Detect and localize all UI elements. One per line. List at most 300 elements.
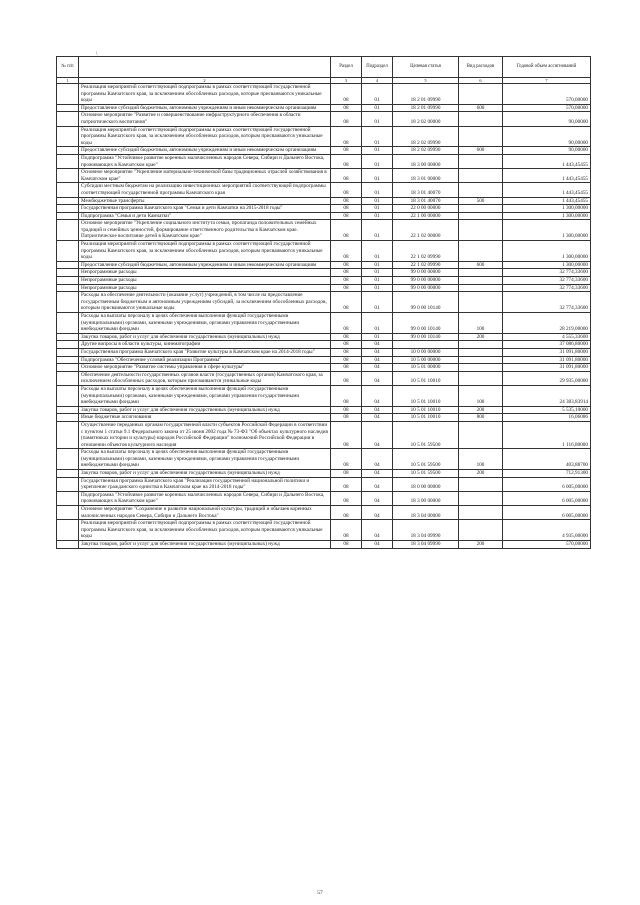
cell-target: 99 0 00 00000	[393, 284, 459, 292]
cell-vid	[459, 212, 503, 220]
cell-subsection: 04	[362, 356, 393, 364]
cell-vid	[459, 241, 503, 262]
column-number: 2	[79, 78, 331, 84]
cell-name: Предоставление субсидий бюджетным, автономным учреждениям и иным некоммерческим организациям	[79, 104, 331, 112]
table-row	[57, 112, 591, 126]
table-row	[57, 477, 591, 491]
cell-target: 99 0 00 00000	[393, 277, 459, 285]
cell-subsection: 01	[362, 112, 393, 126]
cell-vid	[459, 371, 503, 385]
cell-section: 08	[331, 147, 362, 155]
cell-amount: 90,00000	[503, 147, 591, 155]
cell-subsection: 04	[362, 341, 393, 349]
cell-number	[57, 348, 79, 356]
cell-subsection: 01	[362, 333, 393, 341]
cell-name: Закупка товаров, работ и услуг для обеспечения государственных (муниципальных) нужд	[79, 333, 331, 341]
cell-number	[57, 364, 79, 372]
cell-vid	[459, 341, 503, 349]
cell-amount: 5 535,10000	[503, 406, 591, 414]
cell-subsection: 01	[362, 269, 393, 277]
page-number: 57	[317, 890, 323, 896]
cell-section: 08	[331, 364, 362, 372]
table-row	[57, 313, 591, 334]
cell-section: 08	[331, 421, 362, 448]
cell-subsection: 01	[362, 241, 393, 262]
cell-section: 08	[331, 520, 362, 541]
cell-vid	[459, 269, 503, 277]
cell-amount: 32 774,33600	[503, 269, 591, 277]
cell-vid: 600	[459, 147, 503, 155]
column-number: 4	[362, 78, 393, 84]
cell-target: 99 0 00 10140	[393, 333, 459, 341]
cell-amount: 31 091,80000	[503, 356, 591, 364]
cell-section: 08	[331, 169, 362, 183]
cell-amount: 570,00000	[503, 84, 591, 105]
cell-amount: 90,00000	[503, 112, 591, 126]
cell-name: Реализация мероприятий соответствующей подпрограммы в рамках соответствующей государственной программы Камчатского края, за исключением обособленных расходов, которым присваиваются уникальные коды	[79, 126, 331, 147]
table-row	[57, 333, 591, 341]
cell-number	[57, 205, 79, 213]
cell-subsection: 01	[362, 292, 393, 313]
cell-target: 22 0 00 00000	[393, 205, 459, 213]
cell-vid	[459, 491, 503, 505]
cell-target: 18 2 01 09990	[393, 84, 459, 105]
cell-number	[57, 261, 79, 269]
cell-name: Межбюджетные трансферты	[79, 197, 331, 205]
cell-subsection: 04	[362, 364, 393, 372]
header-name	[79, 57, 331, 78]
cell-subsection: 01	[362, 104, 393, 112]
cell-name: Реализация мероприятий соответствующей подпрограммы в рамках соответствующей государственной программы Камчатского края, за исключением обособленных расходов, которым присваиваются уникальные коды	[79, 520, 331, 541]
cell-amount: 31 091,80000	[503, 348, 591, 356]
table-row	[57, 261, 591, 269]
cell-section: 08	[331, 241, 362, 262]
cell-section: 08	[331, 112, 362, 126]
cell-target: 10 5 01 10010	[393, 385, 459, 406]
cell-vid	[459, 169, 503, 183]
cell-name: Непрограммные расходы	[79, 277, 331, 285]
cell-subsection: 01	[362, 261, 393, 269]
cell-section: 08	[331, 197, 362, 205]
table-row	[57, 449, 591, 470]
cell-amount: 570,00000	[503, 104, 591, 112]
cell-name: Непрограммные расходы	[79, 284, 331, 292]
cell-number	[57, 284, 79, 292]
cell-vid: 800	[459, 414, 503, 422]
cell-vid	[459, 506, 503, 520]
cell-amount: 1 116,80000	[503, 421, 591, 448]
cell-name: Расходы на выплаты персоналу в целях обеспечения выполнения функций государственными (муниципальными) органами, казенными учреждениями, органами управления государственными внебюджетными фондами	[79, 449, 331, 470]
table-row	[57, 284, 591, 292]
cell-vid: 200	[459, 541, 503, 549]
cell-subsection: 04	[362, 491, 393, 505]
header-target: Целевая статья	[393, 57, 459, 78]
cell-number	[57, 449, 79, 470]
cell-subsection: 04	[362, 506, 393, 520]
column-number: 6	[459, 78, 503, 84]
cell-name: Предоставление субсидий бюджетным, автономным учреждениям и иным некоммерческим организациям	[79, 261, 331, 269]
cell-target: 18 0 00 00000	[393, 477, 459, 491]
cell-subsection: 04	[362, 477, 393, 491]
cell-target: 99 0 00 10140	[393, 292, 459, 313]
cell-name: Закупка товаров, работ и услуг для обеспечения государственных (муниципальных) нужд	[79, 470, 331, 478]
cell-amount: 24 383,83914	[503, 385, 591, 406]
cell-amount: 16,06086	[503, 414, 591, 422]
cell-amount: 570,00000	[503, 541, 591, 549]
table-row	[57, 385, 591, 406]
budget-table	[56, 56, 591, 549]
cell-target: 22 1 00 00000	[393, 212, 459, 220]
cell-section: 08	[331, 341, 362, 349]
cell-target	[393, 341, 459, 349]
cell-section: 08	[331, 104, 362, 112]
cell-section: 08	[331, 313, 362, 334]
table-row	[57, 104, 591, 112]
cell-section: 08	[331, 491, 362, 505]
cell-number	[57, 406, 79, 414]
cell-number	[57, 470, 79, 478]
cell-section: 08	[331, 385, 362, 406]
cell-vid	[459, 84, 503, 105]
cell-vid	[459, 348, 503, 356]
cell-section: 08	[331, 154, 362, 168]
column-number: 7	[503, 78, 591, 84]
table-body	[57, 84, 591, 549]
cell-amount: 28 219,00000	[503, 313, 591, 334]
cell-number	[57, 126, 79, 147]
cell-target: 10 5 00 00000	[393, 356, 459, 364]
cell-target: 10 0 00 00000	[393, 348, 459, 356]
cell-section: 08	[331, 449, 362, 470]
cell-vid	[459, 356, 503, 364]
cell-amount: 1 300,00000	[503, 261, 591, 269]
cell-name: Закупка товаров, работ и услуг для обеспечения государственных (муниципальных) нужд	[79, 541, 331, 549]
table-row	[57, 292, 591, 313]
cell-subsection: 01	[362, 183, 393, 197]
cell-section: 08	[331, 406, 362, 414]
cell-target: 18 2 02 00000	[393, 112, 459, 126]
cell-section: 08	[331, 84, 362, 105]
cell-number	[57, 169, 79, 183]
cell-subsection: 01	[362, 154, 393, 168]
cell-number	[57, 333, 79, 341]
cell-amount: 1 300,00000	[503, 241, 591, 262]
cell-section: 08	[331, 356, 362, 364]
table-row	[57, 241, 591, 262]
cell-subsection: 01	[362, 147, 393, 155]
cell-amount: 4 555,33600	[503, 333, 591, 341]
cell-number	[57, 212, 79, 220]
cell-amount: 1 443,45455	[503, 154, 591, 168]
cell-amount: 1 300,00000	[503, 205, 591, 213]
cell-vid: 500	[459, 197, 503, 205]
cell-section: 08	[331, 126, 362, 147]
table-row	[57, 277, 591, 285]
table-row	[57, 364, 591, 372]
cell-amount: 6 005,00000	[503, 477, 591, 491]
table-row	[57, 470, 591, 478]
cell-vid	[459, 183, 503, 197]
cell-subsection: 01	[362, 313, 393, 334]
cell-name: Осуществление переданных органам государственной власти субъектов Российской Федерации в соответствии с пунктом 1 статьи 9.1 Федерального закона от 25 июня 2002 года № 73-ФЗ "Об объектах культурного наследия (памятниках истории и культуры) народов Российской Федерации" полномочий Российской Федерации в отношении объектов культурного наследия	[79, 421, 331, 448]
cell-target: 18 3 00 00000	[393, 491, 459, 505]
cell-amount: 31 091,80000	[503, 364, 591, 372]
cell-vid	[459, 364, 503, 372]
cell-section: 08	[331, 348, 362, 356]
cell-target: 99 0 00 10140	[393, 313, 459, 334]
cell-target: 10 5 01 10010	[393, 406, 459, 414]
table-row	[57, 341, 591, 349]
table-header	[57, 57, 591, 84]
cell-name: Расходы на обеспечение деятельности (оказание услуг) учреждений, в том числе на предоставление государственным бюджетным и автономным учреждениям субсидий, за исключением обособленных расходов, которым присваиваются уникальные коды	[79, 292, 331, 313]
cell-vid	[459, 220, 503, 241]
cell-number	[57, 183, 79, 197]
table-row	[57, 520, 591, 541]
table-row	[57, 506, 591, 520]
cell-amount: 1 300,00000	[503, 220, 591, 241]
cell-vid	[459, 520, 503, 541]
cell-name: Предоставление субсидий бюджетным, автономным учреждениям и иным некоммерческим организациям	[79, 147, 331, 155]
cell-section: 08	[331, 205, 362, 213]
cell-subsection: 01	[362, 197, 393, 205]
table-row	[57, 205, 591, 213]
cell-target: 18 3 01 40070	[393, 197, 459, 205]
cell-target: 10 5 01 59500	[393, 449, 459, 470]
cell-name: Государственная программа Камчатского края "Семья и дети Камчатки на 2015-2018 годы"	[79, 205, 331, 213]
header-section: Раздел	[331, 57, 362, 78]
cell-vid	[459, 477, 503, 491]
cell-amount: 1 443,45455	[503, 197, 591, 205]
cell-number	[57, 520, 79, 541]
cell-vid	[459, 205, 503, 213]
cell-name: Подпрограмма "Устойчивое развитие коренных малочисленных народов Севера, Сибири и Дальнего Востока, проживающих в Камчатском крае"	[79, 154, 331, 168]
cell-subsection: 04	[362, 449, 393, 470]
cell-vid	[459, 284, 503, 292]
cell-section: 08	[331, 541, 362, 549]
cell-subsection: 04	[362, 541, 393, 549]
cell-vid: 100	[459, 449, 503, 470]
cell-amount: 37 086,80000	[503, 341, 591, 349]
cell-target: 22 1 02 09990	[393, 241, 459, 262]
cell-amount: 32 774,33600	[503, 284, 591, 292]
cell-section: 08	[331, 477, 362, 491]
column-number: 3	[331, 78, 362, 84]
cell-amount: 1 300,00000	[503, 212, 591, 220]
cell-name: Подпрограмма "Обеспечение условий реализации Программы"	[79, 356, 331, 364]
cell-name: Расходы на выплаты персоналу в целях обеспечения выполнения функций государственными (муниципальными) органами, казенными учреждениями, органами управления государственными внебюджетными фондами	[79, 313, 331, 334]
cell-section: 08	[331, 277, 362, 285]
cell-subsection: 04	[362, 520, 393, 541]
table-row	[57, 183, 591, 197]
cell-number	[57, 506, 79, 520]
table-row	[57, 197, 591, 205]
table-row	[57, 154, 591, 168]
cell-target: 22 1 02 09990	[393, 261, 459, 269]
cell-name: Непрограммные расходы	[79, 269, 331, 277]
cell-amount: 4 935,00000	[503, 520, 591, 541]
cell-name: Расходы на выплаты персоналу в целях обеспечения выполнения функций государственными (муниципальными) органами, казенными учреждениями, органами управления государственными внебюджетными фондами	[79, 385, 331, 406]
table-row	[57, 348, 591, 356]
table-row	[57, 371, 591, 385]
cell-number	[57, 491, 79, 505]
table-row	[57, 147, 591, 155]
cell-number	[57, 292, 79, 313]
column-number: 5	[393, 78, 459, 84]
scan-mark: \	[96, 52, 98, 57]
cell-section: 08	[331, 470, 362, 478]
table-row	[57, 84, 591, 105]
cell-vid: 200	[459, 470, 503, 478]
cell-subsection: 01	[362, 205, 393, 213]
cell-section: 08	[331, 269, 362, 277]
cell-target: 99 0 00 00000	[393, 269, 459, 277]
cell-number	[57, 414, 79, 422]
cell-section: 08	[331, 183, 362, 197]
cell-name: Государственная программа Камчатского края "Развитие культуры в Камчатском крае на 2014-2018 годы"	[79, 348, 331, 356]
header-subsection: Подраздел	[362, 57, 393, 78]
cell-subsection: 01	[362, 169, 393, 183]
cell-vid	[459, 126, 503, 147]
cell-number	[57, 341, 79, 349]
cell-section: 08	[331, 414, 362, 422]
cell-number	[57, 154, 79, 168]
cell-subsection: 01	[362, 212, 393, 220]
cell-vid	[459, 277, 503, 285]
cell-vid: 100	[459, 385, 503, 406]
cell-target: 18 2 01 09990	[393, 104, 459, 112]
cell-name: Обеспечение деятельности государственных органов власти (государственных органов) Камчатского края, за исключением обособленных расходов, которым присваиваются уникальные коды	[79, 371, 331, 385]
table-row	[57, 414, 591, 422]
cell-vid	[459, 292, 503, 313]
cell-amount: 6 005,00000	[503, 491, 591, 505]
cell-target: 10 5 01 10010	[393, 371, 459, 385]
cell-target: 18 3 01 00000	[393, 169, 459, 183]
cell-subsection: 01	[362, 220, 393, 241]
cell-section: 08	[331, 220, 362, 241]
cell-subsection: 01	[362, 284, 393, 292]
cell-number	[57, 421, 79, 448]
table-row	[57, 406, 591, 414]
cell-amount: 403,88700	[503, 449, 591, 470]
cell-amount: 29 935,00000	[503, 371, 591, 385]
table-row	[57, 126, 591, 147]
cell-number	[57, 477, 79, 491]
table-row	[57, 220, 591, 241]
cell-vid: 200	[459, 406, 503, 414]
cell-vid: 200	[459, 333, 503, 341]
table-row	[57, 491, 591, 505]
table-row	[57, 169, 591, 183]
cell-amount: 712,91300	[503, 470, 591, 478]
cell-subsection: 01	[362, 84, 393, 105]
cell-name: Основное мероприятие "Развитие и совершенствование инфраструктурного обеспечения в области патриотического воспитания"	[79, 112, 331, 126]
cell-amount: 32 774,33600	[503, 277, 591, 285]
cell-number	[57, 541, 79, 549]
cell-number	[57, 147, 79, 155]
cell-section: 08	[331, 506, 362, 520]
cell-section: 08	[331, 333, 362, 341]
cell-subsection: 04	[362, 406, 393, 414]
cell-subsection: 04	[362, 385, 393, 406]
cell-amount: 90,00000	[503, 126, 591, 147]
cell-number	[57, 84, 79, 105]
cell-section: 08	[331, 292, 362, 313]
cell-amount: 1 443,45455	[503, 169, 591, 183]
cell-vid	[459, 154, 503, 168]
cell-number	[57, 385, 79, 406]
cell-target: 18 2 02 09990	[393, 126, 459, 147]
cell-target: 18 2 02 09990	[393, 147, 459, 155]
cell-number	[57, 197, 79, 205]
cell-subsection: 04	[362, 414, 393, 422]
table-row	[57, 356, 591, 364]
cell-target: 18 3 01 40070	[393, 183, 459, 197]
cell-target: 10 5 01 59500	[393, 470, 459, 478]
cell-vid: 100	[459, 313, 503, 334]
cell-subsection: 04	[362, 470, 393, 478]
cell-name: Основное мероприятие "Сохранение и развитие национальной культуры, традиций и обычаев коренных малочисленных народов Севера, Сибири и Дальнего Востока"	[79, 506, 331, 520]
cell-section: 08	[331, 261, 362, 269]
cell-name: Подпрограмма "Устойчивое развитие коренных малочисленных народов Севера, Сибири и Дальнего Востока, проживающих в Камчатском крае"	[79, 491, 331, 505]
cell-amount: 6 005,00000	[503, 506, 591, 520]
cell-target: 18 3 00 00000	[393, 154, 459, 168]
cell-amount: 32 774,33600	[503, 292, 591, 313]
table-row	[57, 212, 591, 220]
cell-subsection: 04	[362, 421, 393, 448]
cell-section: 08	[331, 212, 362, 220]
table-row	[57, 541, 591, 549]
cell-target: 10 5 01 00000	[393, 364, 459, 372]
cell-number	[57, 371, 79, 385]
cell-number	[57, 241, 79, 262]
cell-target: 10 5 01 59500	[393, 421, 459, 448]
cell-section: 08	[331, 284, 362, 292]
cell-target: 18 3 04 00000	[393, 506, 459, 520]
cell-number	[57, 313, 79, 334]
cell-vid	[459, 112, 503, 126]
header-number: № п/п	[57, 57, 79, 78]
cell-amount: 1 443,45455	[503, 183, 591, 197]
cell-target: 22 1 02 00000	[393, 220, 459, 241]
cell-number	[57, 112, 79, 126]
cell-target: 18 3 04 09990	[393, 541, 459, 549]
cell-vid: 600	[459, 104, 503, 112]
header-vid: Вид расходов	[459, 57, 503, 78]
cell-number	[57, 356, 79, 364]
cell-name: Закупка товаров, работ и услуг для обеспечения государственных (муниципальных) нужд	[79, 406, 331, 414]
cell-number	[57, 277, 79, 285]
cell-subsection: 04	[362, 348, 393, 356]
cell-target: 10 5 01 10010	[393, 414, 459, 422]
cell-number	[57, 104, 79, 112]
cell-target: 18 3 04 09990	[393, 520, 459, 541]
cell-subsection: 04	[362, 371, 393, 385]
cell-vid: 600	[459, 261, 503, 269]
cell-name: Подпрограмма "Семья и дети Камчатки"	[79, 212, 331, 220]
cell-name: Реализация мероприятий соответствующей подпрограммы в рамках соответствующей государственной программы Камчатского края, за исключением обособленных расходов, которые присваиваются уникальные коды	[79, 84, 331, 105]
cell-subsection: 01	[362, 277, 393, 285]
cell-vid	[459, 421, 503, 448]
table-row	[57, 269, 591, 277]
header-amount: Годовой объем ассигнований	[503, 57, 591, 78]
cell-name: Государственная программа Камчатского края "Реализация государственной национальной политики и укрепление гражданского единства в Камчатском крае на 2014-2018 годы"	[79, 477, 331, 491]
cell-name: Другие вопросы в области культуры, кинематографии	[79, 341, 331, 349]
cell-number	[57, 220, 79, 241]
cell-name: Основное мероприятие "Укрепление социального института семьи, пропаганда положительных семейных традиций и семейных ценностей, формирование ответственного родительства в Камчатском крае. Патриотическое воспитание детей в Камчатском крае"	[79, 220, 331, 241]
cell-number	[57, 269, 79, 277]
table-row	[57, 421, 591, 448]
cell-name: Реализация мероприятий соответствующей подпрограммы в рамках соответствующей государственной программы Камчатского края, за исключением обособленных расходов, которым присваиваются уникальные коды	[79, 241, 331, 262]
